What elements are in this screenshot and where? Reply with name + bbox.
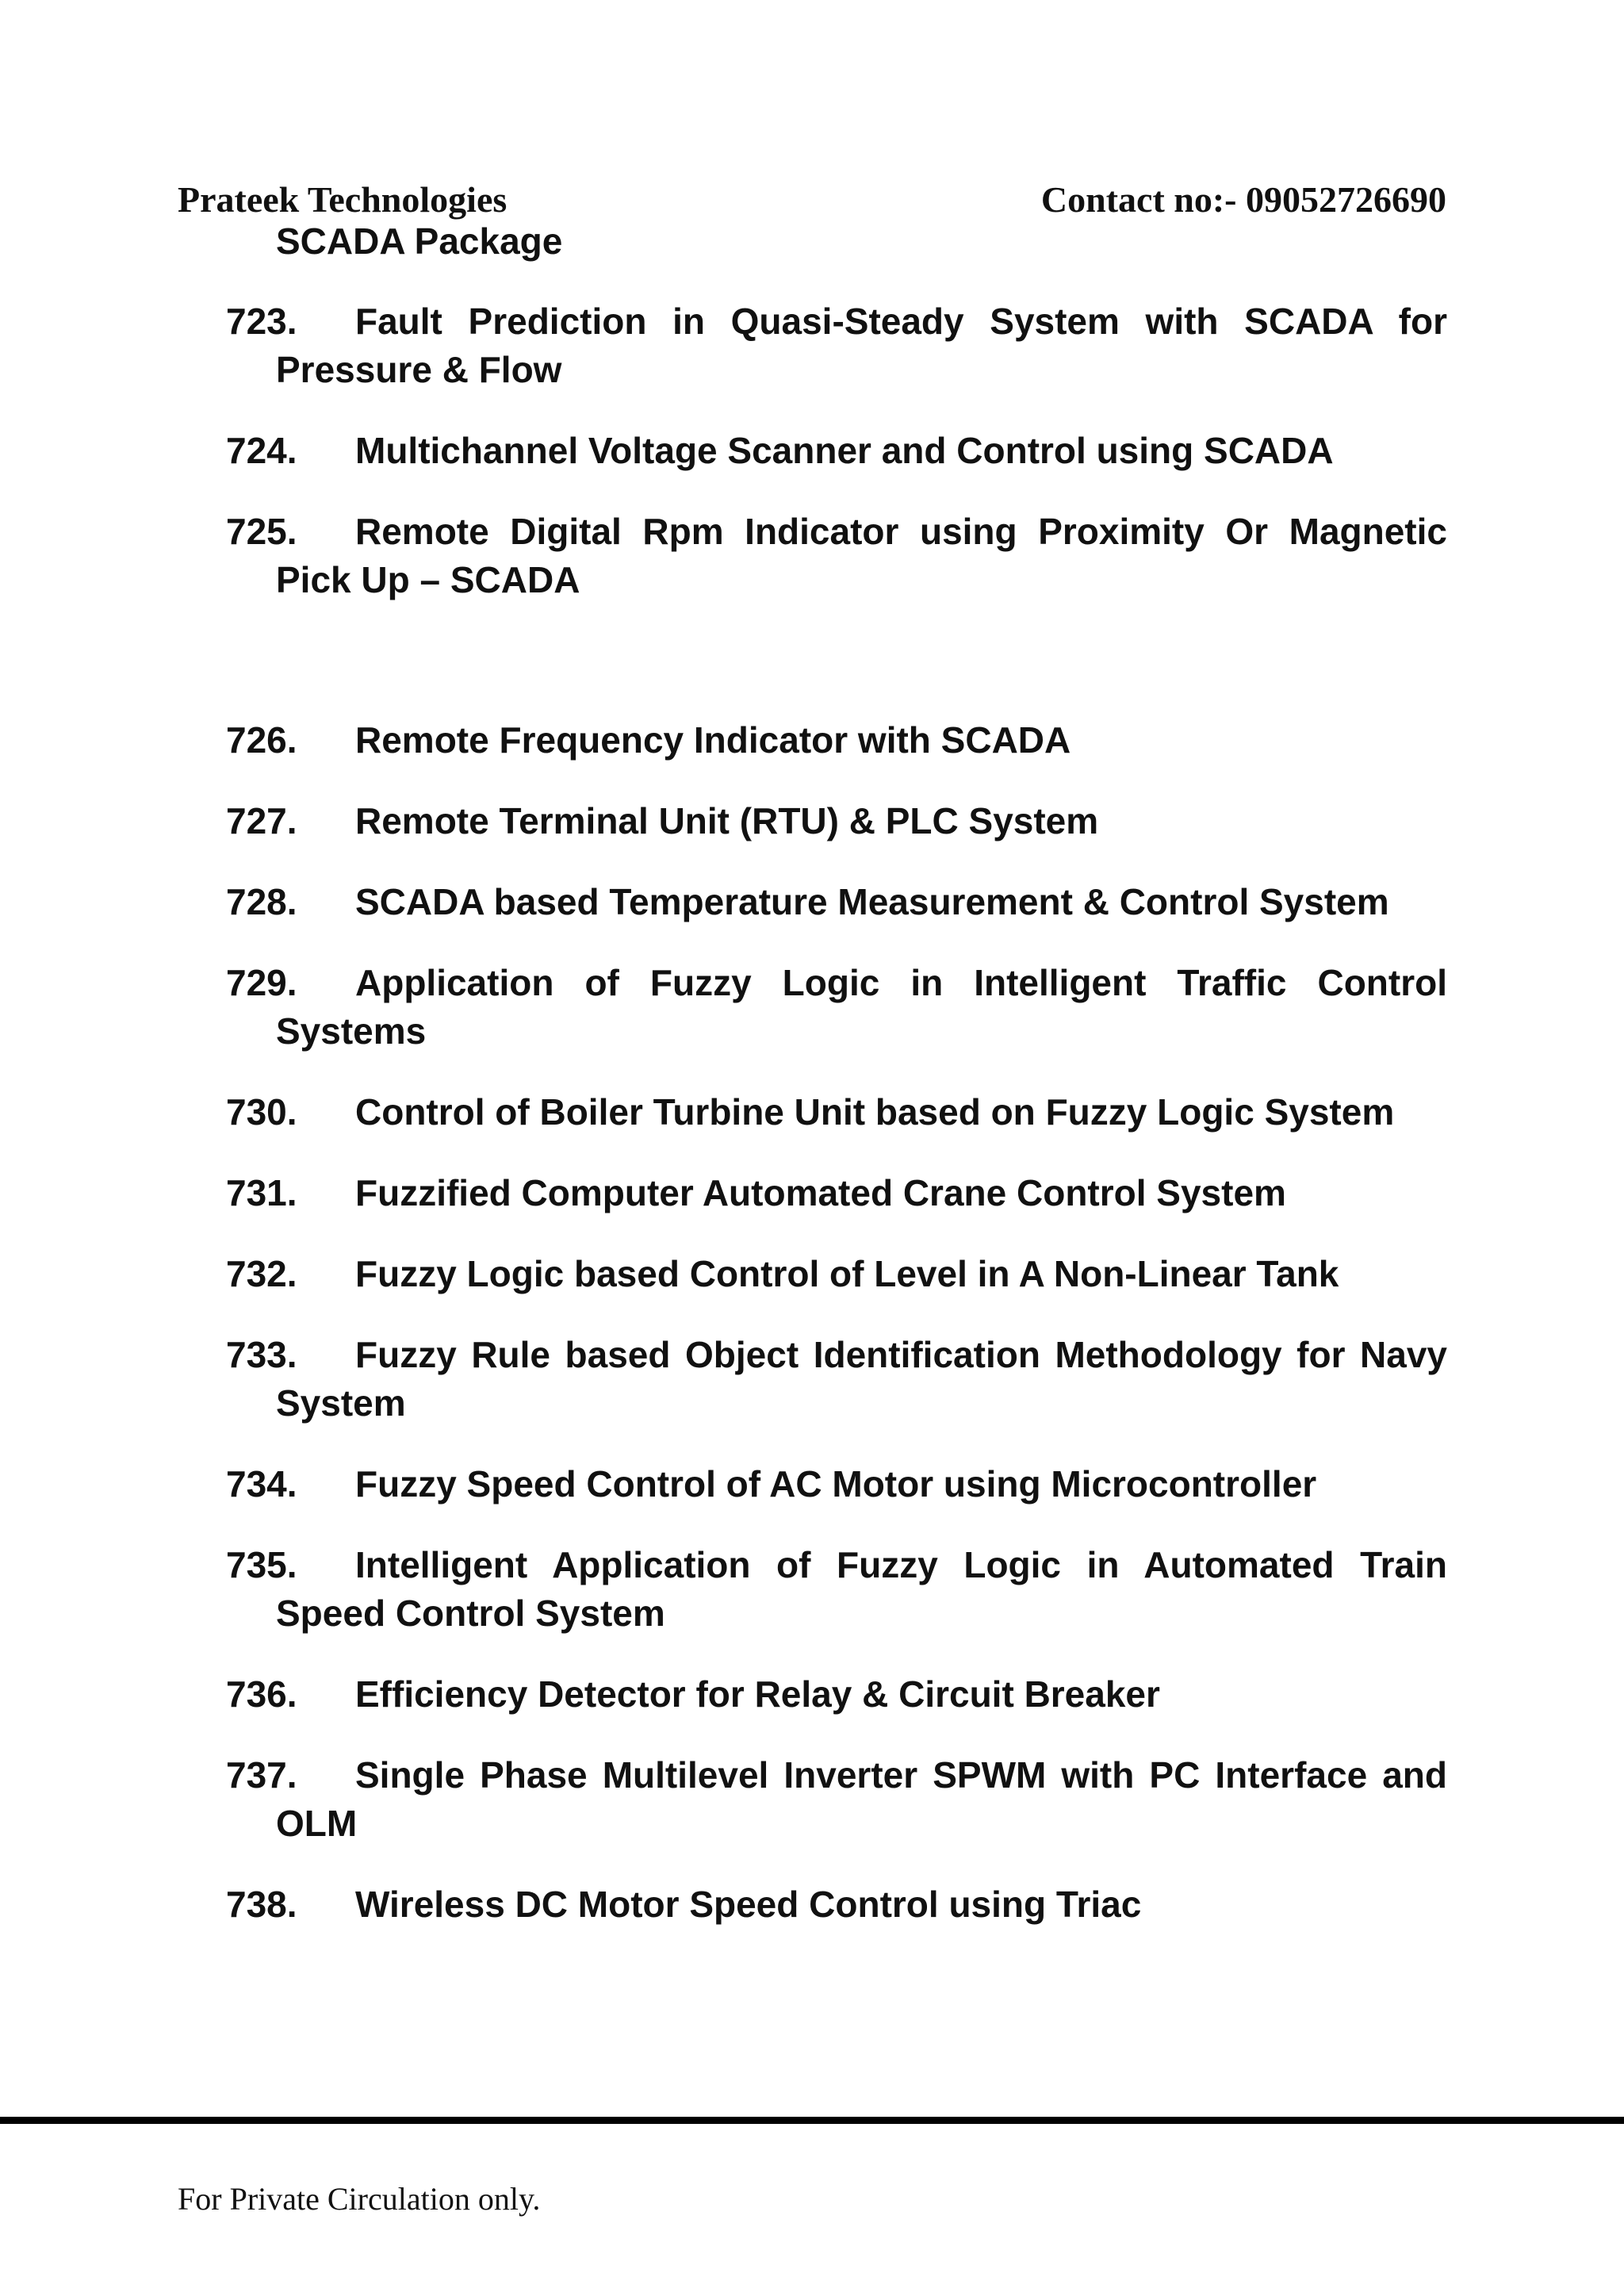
item-title: Fuzzy Logic based Control of Level in A Non-Linear Tank bbox=[355, 1253, 1339, 1294]
list-item bbox=[226, 1331, 1447, 1428]
contact-number: Contact no:- 09052726690 bbox=[1040, 179, 1446, 220]
item-number: 725. bbox=[226, 511, 297, 552]
item-number: 733. bbox=[226, 1334, 297, 1375]
list-item bbox=[226, 1169, 1447, 1217]
item-title: Fuzzy Speed Control of AC Motor using Microcontroller bbox=[355, 1463, 1317, 1504]
item-number: 726. bbox=[226, 719, 297, 761]
list-item bbox=[226, 297, 1447, 394]
item-number: 730. bbox=[226, 1091, 297, 1133]
list-item bbox=[226, 427, 1447, 475]
item-number: 728. bbox=[226, 881, 297, 922]
item-number: 723. bbox=[226, 301, 297, 342]
item-title: Intelligent Application of Fuzzy Logic in Automated Train Speed Control System bbox=[276, 1544, 1447, 1634]
list-item bbox=[226, 1088, 1447, 1137]
item-number: 732. bbox=[226, 1253, 297, 1294]
item-number: 736. bbox=[226, 1673, 297, 1715]
item-number: 727. bbox=[226, 800, 297, 841]
list-item bbox=[226, 1670, 1447, 1719]
item-title: Fault Prediction in Quasi-Steady System with SCADA for Pressure & Flow bbox=[276, 301, 1447, 390]
item-number: 735. bbox=[226, 1544, 297, 1585]
list-item bbox=[226, 1751, 1447, 1848]
list-item bbox=[226, 716, 1447, 765]
list-item bbox=[226, 959, 1447, 1056]
list-item bbox=[226, 797, 1447, 845]
list-item bbox=[226, 508, 1447, 604]
list-item bbox=[226, 1460, 1447, 1508]
project-list bbox=[226, 217, 1447, 1961]
item-title: Remote Terminal Unit (RTU) & PLC System bbox=[355, 800, 1099, 841]
list-item bbox=[226, 1880, 1447, 1929]
company-name: Prateek Technologies bbox=[178, 179, 508, 220]
item-title: Efficiency Detector for Relay & Circuit Breaker bbox=[355, 1673, 1160, 1715]
footer-divider bbox=[0, 2117, 1624, 2124]
item-title: Fuzzified Computer Automated Crane Control System bbox=[355, 1172, 1286, 1213]
item-title: Application of Fuzzy Logic in Intelligent Traffic Control Systems bbox=[276, 962, 1447, 1052]
item-title: Remote Digital Rpm Indicator using Proximity Or Magnetic Pick Up – SCADA bbox=[276, 511, 1447, 600]
item-title: Control of Boiler Turbine Unit based on Fuzzy Logic System bbox=[355, 1091, 1395, 1133]
list-item bbox=[226, 878, 1447, 926]
item-number: 737. bbox=[226, 1754, 297, 1796]
continued-item-text: SCADA Package bbox=[276, 220, 563, 262]
item-title: Multichannel Voltage Scanner and Control using SCADA bbox=[355, 430, 1334, 471]
footer-note: For Private Circulation only. bbox=[178, 2181, 541, 2217]
item-title: Fuzzy Rule based Object Identification Methodology for Navy System bbox=[276, 1334, 1447, 1424]
item-number: 734. bbox=[226, 1463, 297, 1504]
item-title: Single Phase Multilevel Inverter SPWM with PC Interface and OLM bbox=[276, 1754, 1447, 1844]
item-number: 724. bbox=[226, 430, 297, 471]
item-title: Wireless DC Motor Speed Control using Triac bbox=[355, 1884, 1142, 1925]
list-item bbox=[226, 1541, 1447, 1638]
item-title: Remote Frequency Indicator with SCADA bbox=[355, 719, 1071, 761]
list-item bbox=[226, 1250, 1447, 1298]
item-title: SCADA based Temperature Measurement & Control System bbox=[355, 881, 1389, 922]
item-number: 731. bbox=[226, 1172, 297, 1213]
item-number: 729. bbox=[226, 962, 297, 1003]
item-number: 738. bbox=[226, 1884, 297, 1925]
page-header bbox=[178, 176, 1446, 224]
